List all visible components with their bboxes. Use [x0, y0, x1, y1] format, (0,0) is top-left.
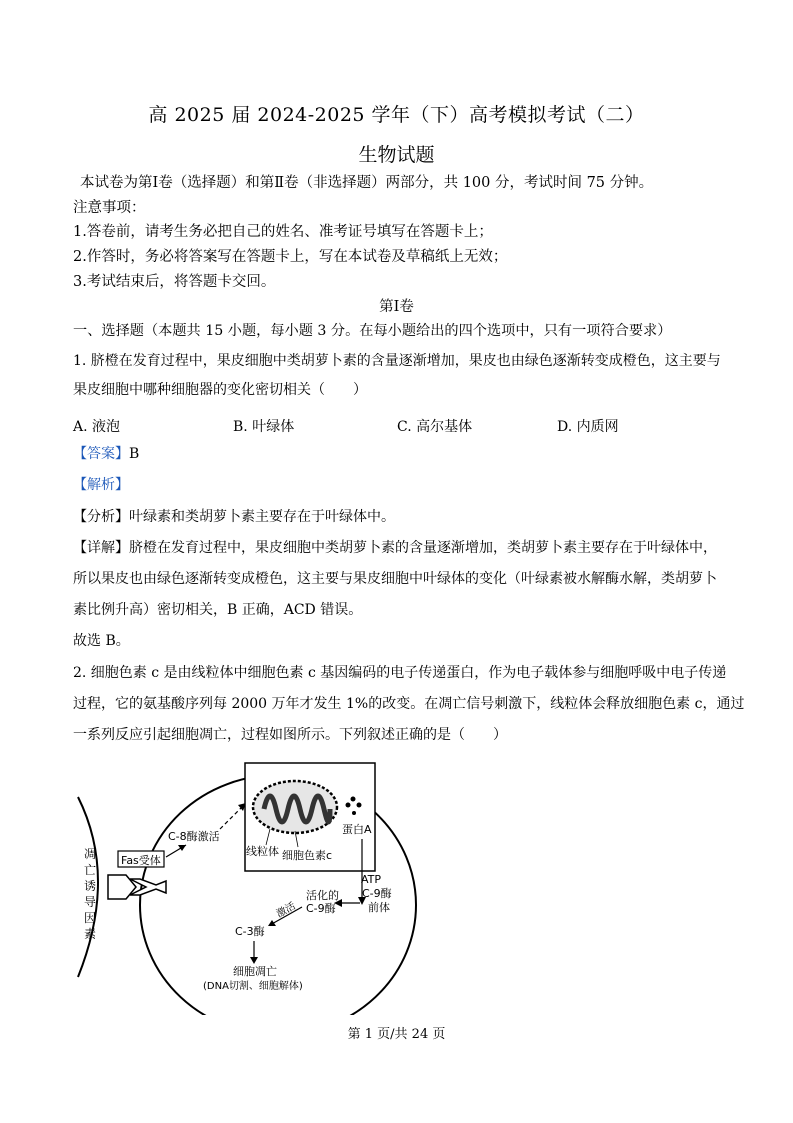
activated-c9-label: 活化的	[306, 889, 339, 902]
cytochrome-dot	[352, 811, 356, 815]
inducer-char: 导	[84, 895, 97, 909]
q2-stem-line2: 过程，它的氨基酸序列每 2000 万年才发生 1%的改变。在凋亡信号刺激下，线粒体会释放细胞色素 c，通过	[73, 696, 745, 712]
inducer-char: 凋	[84, 847, 97, 861]
q1-fenxi	[73, 510, 395, 524]
fas-receptor-label: Fas受体	[121, 854, 161, 867]
arrowhead	[268, 920, 276, 926]
apoptosis-label: 细胞凋亡	[233, 965, 277, 978]
q1-conclusion: 故选 B。	[73, 633, 130, 649]
arrowhead	[250, 957, 258, 964]
cytochrome-dot	[346, 803, 351, 808]
cytochrome-c-label: 细胞色素c	[282, 849, 333, 862]
c9-precursor-label: 前体	[368, 901, 390, 914]
answer-tag: 【答案】	[73, 446, 129, 462]
inducer-label	[84, 847, 96, 941]
analysis-tag: 【解析】	[73, 477, 129, 493]
note-2: 2.作答时，务必将答案写在答题卡上，写在本试卷及草稿纸上无效；	[73, 249, 508, 265]
inducer-char: 诱	[84, 879, 97, 893]
arrowhead	[178, 845, 186, 851]
exam-title: 高 2025 届 2024-2025 学年（下）高考模拟考试（二）	[148, 104, 645, 126]
section-heading: 一、选择题（本题共 15 小题，每小题 3 分。在每小题给出的四个选项中，只有一项符合要求）	[73, 323, 672, 339]
volume-label: 第Ⅰ卷	[379, 299, 414, 315]
activated-c9-label: C-9酶	[306, 902, 336, 915]
q1-option-d: D. 内质网	[557, 419, 619, 435]
c3-label: C-3酶	[235, 925, 265, 938]
q1-option-c: C. 高尔基体	[397, 419, 473, 435]
inducer-char: 亡	[84, 863, 97, 877]
cytochrome-dot	[357, 803, 362, 808]
atp-label: ATP	[361, 873, 382, 886]
inducer-char: 因	[84, 911, 97, 925]
protein-a-label: 蛋白A	[342, 823, 372, 836]
detail-tag: 【详解】	[73, 540, 129, 556]
apoptosis-detail-label: (DNA切割、细胞解体)	[203, 981, 303, 992]
note-3: 3.考试结束后，将答题卡交回。	[73, 274, 276, 290]
activate-label: 激活	[274, 900, 298, 920]
answer-value: B	[129, 446, 140, 462]
inducer-char: 素	[84, 927, 97, 941]
note-1: 1.答卷前，请考生务必把自己的姓名、准考证号填写在答题卡上；	[73, 224, 493, 240]
q1-option-a: A. 液泡	[73, 419, 121, 435]
q1-detail-line2: 所以果皮也由绿色逐渐转变成橙色，这主要与果皮细胞中叶绿体的变化（叶绿素被水解酶水解，类胡萝卜	[73, 571, 717, 587]
mitochondrion-label: 线粒体	[246, 845, 279, 858]
q1-detail-line3: 素比例升高）密切相关，B 正确，ACD 错误。	[73, 602, 363, 618]
intro-text: 本试卷为第Ⅰ卷（选择题）和第Ⅱ卷（非选择题）两部分，共 100 分，考试时间 75 分钟。	[80, 175, 654, 191]
q2-stem-line1: 2. 细胞色素 c 是由线粒体中细胞色素 c 基因编码的电子传递蛋白，作为电子载体参与细胞呼吸中电子传递	[73, 665, 727, 681]
fenxi-text: 叶绿素和类胡萝卜素主要存在于叶绿体中。	[129, 509, 395, 525]
q1-stem-line2: 果皮细胞中哪种细胞器的变化密切相关（ ）	[73, 382, 367, 398]
subject-title: 生物试题	[358, 144, 435, 166]
apoptosis-diagram	[70, 757, 430, 1015]
c9-precursor-label: C-9酶	[362, 887, 392, 900]
detail-text: 脐橙在发育过程中，果皮细胞中类胡萝卜素的含量逐渐增加，类胡萝卜素主要存在于叶绿体中，	[129, 540, 717, 556]
fenxi-tag: 【分析】	[73, 509, 129, 525]
q1-detail-line1	[73, 541, 717, 555]
q1-stem-line1: 1. 脐橙在发育过程中，果皮细胞中类胡萝卜素的含量逐渐增加，果皮也由绿色逐渐转变成橙色，这主要与	[73, 353, 721, 369]
q1-answer	[73, 447, 139, 461]
dashed-arrow-to-mito	[220, 805, 244, 829]
notes-heading: 注意事项：	[73, 200, 146, 216]
q1-option-b: B. 叶绿体	[233, 419, 295, 435]
cytochrome-dot	[351, 797, 356, 802]
c8-activation-label: C-8酶激活	[168, 830, 220, 843]
page-footer: 第 1 页/共 24 页	[347, 1027, 446, 1042]
q2-stem-line3: 一系列反应引起细胞凋亡，过程如图所示。下列叙述正确的是（ ）	[73, 727, 507, 743]
